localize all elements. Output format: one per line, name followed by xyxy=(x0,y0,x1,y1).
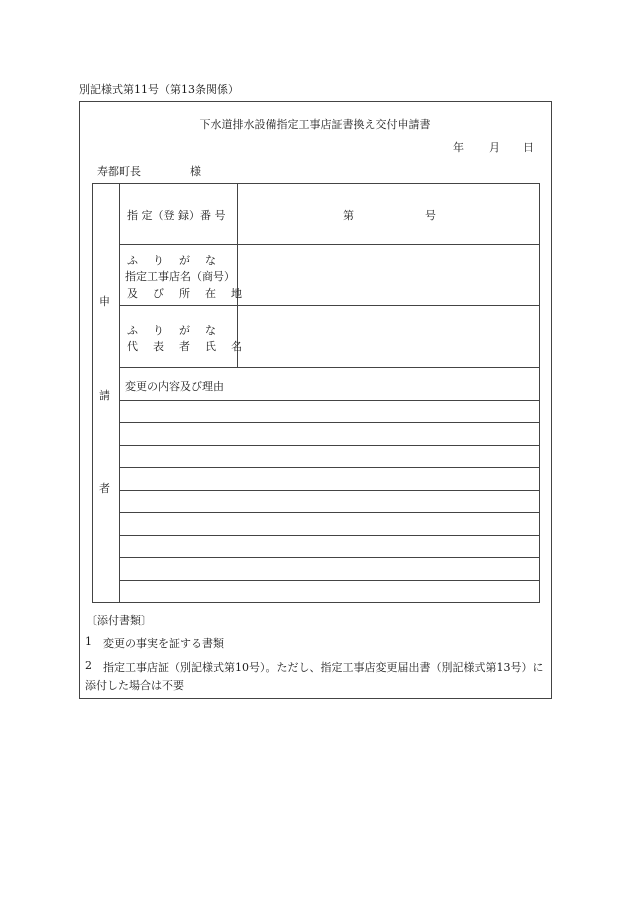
rep-name-label: 代 表 者 氏 名 xyxy=(127,340,244,353)
date-year-label: 年 xyxy=(453,141,464,154)
blank-line[interactable] xyxy=(119,557,540,558)
attachments-header: 〔添付書類〕 xyxy=(86,614,152,627)
blank-line[interactable] xyxy=(119,467,540,468)
date-day-label: 日 xyxy=(523,141,534,154)
blank-line[interactable] xyxy=(119,490,540,491)
form-number: 別記様式第11号（第13条関係） xyxy=(79,83,239,96)
attachment-item-number: 1 xyxy=(85,635,92,648)
blank-line[interactable] xyxy=(119,535,540,536)
blank-line[interactable] xyxy=(119,445,540,446)
row-divider-1 xyxy=(119,244,540,245)
store-name-field[interactable] xyxy=(239,246,538,304)
date-month-label: 月 xyxy=(489,141,500,154)
store-furigana-label: ふ り が な xyxy=(127,254,218,267)
blank-line[interactable] xyxy=(119,512,540,513)
attachment-item-number: 2 xyxy=(85,659,92,672)
blank-line[interactable] xyxy=(119,422,540,423)
addressee-name: 寿都町長 xyxy=(97,165,141,178)
row-divider-3 xyxy=(119,367,540,368)
designation-number-prefix: 第 xyxy=(343,209,354,222)
row-divider-2 xyxy=(119,305,540,306)
blank-line[interactable] xyxy=(119,580,540,581)
applicant-label-char: 申 xyxy=(99,295,110,308)
designation-number-label: 指 定（登 録）番 号 xyxy=(127,209,226,222)
store-name-label: 指定工事店名（商号） xyxy=(125,270,235,283)
designation-number-suffix: 号 xyxy=(425,209,436,222)
row-divider-4 xyxy=(119,400,540,401)
applicant-column-divider xyxy=(119,183,120,603)
change-details-label: 変更の内容及び理由 xyxy=(125,380,224,393)
addressee-honorific: 様 xyxy=(190,165,201,178)
form-title: 下水道排水設備指定工事店証書換え交付申請書 xyxy=(199,118,431,131)
attachment-item-text: 変更の事実を証する書類 xyxy=(103,637,224,650)
attachment-item-text-continued: 添付した場合は不要 xyxy=(85,679,184,692)
applicant-label-char: 者 xyxy=(99,482,110,495)
store-location-label: 及 び 所 在 地 xyxy=(127,287,244,300)
applicant-label-char: 請 xyxy=(99,389,110,402)
rep-name-field[interactable] xyxy=(239,307,538,366)
attachment-item-text: 指定工事店証（別記様式第10号）。ただし、指定工事店変更届出書（別記様式第13号）に xyxy=(103,661,544,674)
designation-number-field[interactable] xyxy=(360,198,420,228)
rep-furigana-label: ふ り が な xyxy=(127,324,218,337)
